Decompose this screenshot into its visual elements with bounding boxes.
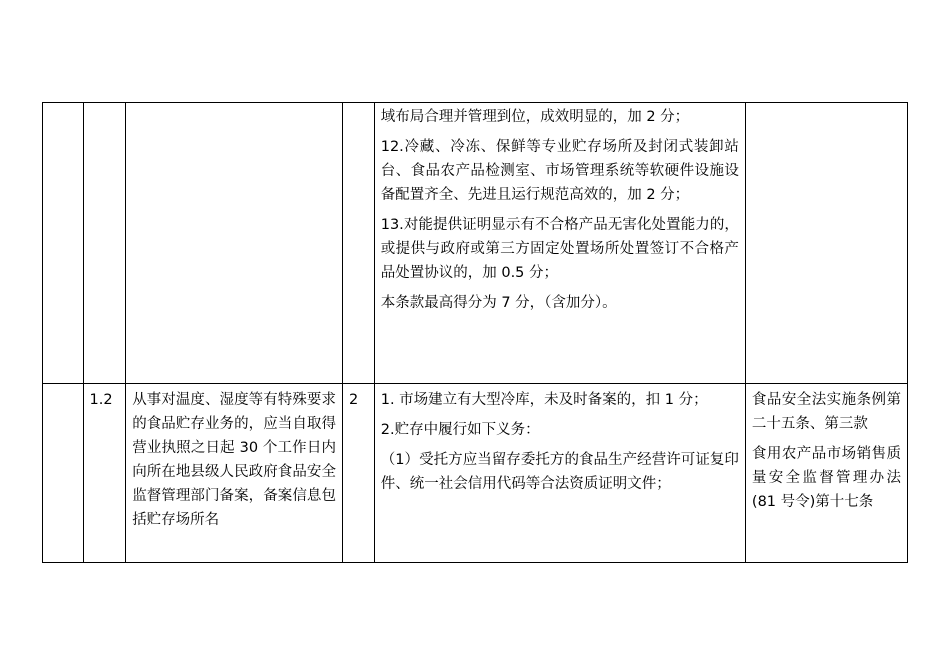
standard-paragraph: 13.对能提供证明显示有不合格产品无害化处置能力的，或提供与政府或第三方固定处置场所处置签订不合格产品处置协议的，加 0.5 分； xyxy=(380,217,739,281)
standard-paragraph: （1）受托方应当留存委托方的食品生产经营许可证复印件、统一社会信用代码等合法资质证明文件； xyxy=(380,452,739,492)
basis-cell xyxy=(745,384,907,563)
requirement-cell xyxy=(126,103,343,384)
standard-paragraph: 本条款最高得分为 7 分，（含加分）。 xyxy=(380,295,617,311)
table-row xyxy=(43,103,908,384)
standard-paragraph: 12.冷藏、冷冻、保鲜等专业贮存场所及封闭式装卸站台、食品农产品检测室、市场管理系统等软硬件设施设备配置齐全、先进且运行规范高效的，加 2 分； xyxy=(380,139,739,203)
basis-cell xyxy=(745,103,907,384)
table-row xyxy=(43,384,908,563)
standard-cell xyxy=(374,103,745,384)
standard-paragraph: 1. 市场建立有大型冷库，未及时备案的，扣 1 分； xyxy=(380,392,708,408)
score-cell xyxy=(342,103,374,384)
basis-paragraph: 食品安全法实施条例第二十五条、第三款 xyxy=(751,392,901,432)
score-cell: 2 xyxy=(342,384,374,563)
standard-cell xyxy=(374,384,745,563)
index-cell xyxy=(43,384,84,563)
standard-paragraph: 域布局合理并管理到位，成效明显的，加 2 分； xyxy=(380,109,690,125)
regulation-table xyxy=(42,102,908,563)
item-number-cell: 1.2 xyxy=(83,384,126,563)
requirement-cell xyxy=(126,384,343,563)
item-number-cell xyxy=(83,103,126,384)
standard-paragraph: 2.贮存中履行如下义务： xyxy=(380,422,540,438)
requirement-text: 从事对温度、湿度等有特殊要求的食品贮存业务的，应当自取得营业执照之日起 30 个工作日内向所在地县级人民政府食品安全监督管理部门备案，备案信息包括贮存场所名 xyxy=(132,392,336,528)
basis-paragraph: 食用农产品市场销售质量安全监督管理办法 (81 号令)第十七条 xyxy=(751,446,901,510)
index-cell xyxy=(43,103,84,384)
